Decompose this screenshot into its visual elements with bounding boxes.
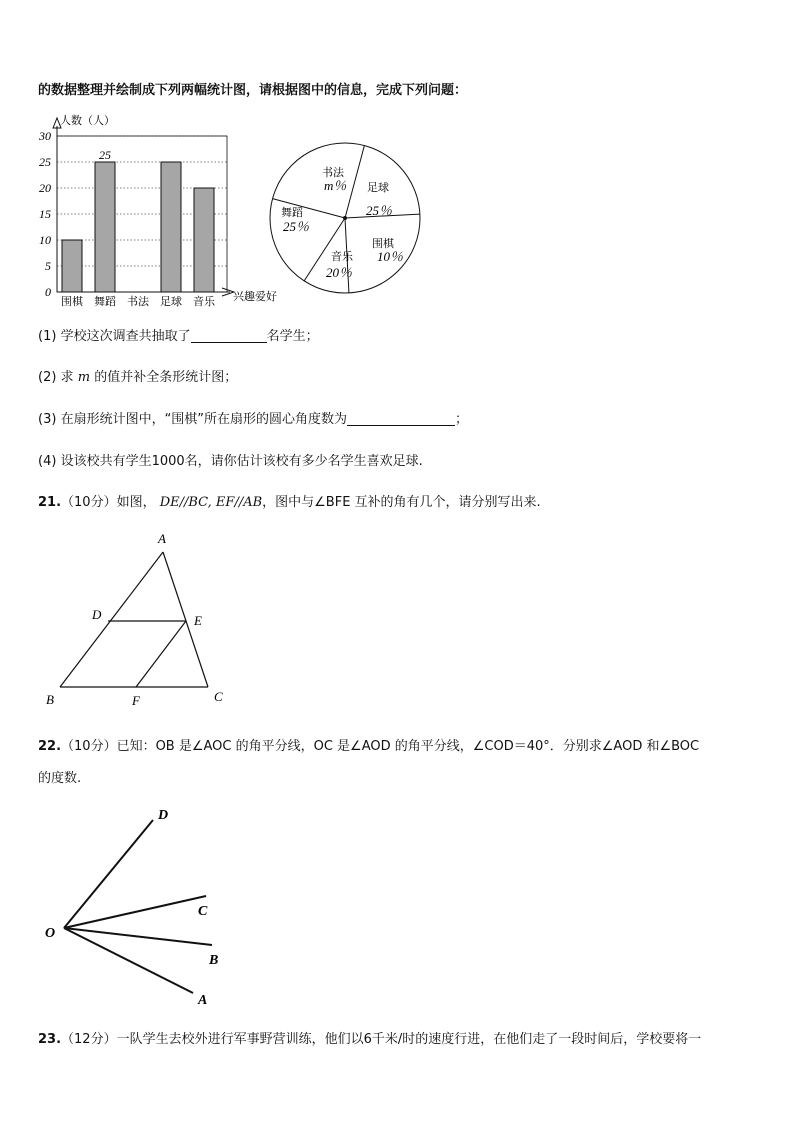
q3-number: (3) xyxy=(38,412,57,427)
pie-label-wudao: 舞蹈 xyxy=(281,206,303,219)
pie-label-shufa: 书法 xyxy=(322,166,344,179)
q2-number: (2) xyxy=(38,370,57,385)
question-23 xyxy=(38,1031,701,1049)
q1-text-b: 名学生； xyxy=(266,329,319,344)
bar-ytick-label: 5 xyxy=(45,259,51,273)
label-F: F xyxy=(132,693,140,708)
segment-EF xyxy=(136,621,186,687)
question-1 xyxy=(38,328,319,346)
q4-number: (4) xyxy=(38,454,57,469)
bar-ytick-label: 10 xyxy=(39,233,51,247)
label-B: B xyxy=(46,692,54,707)
pie-value-shufa: m％ xyxy=(324,178,347,193)
label-D: D xyxy=(158,808,169,823)
bar-xtick-label: 足球 xyxy=(160,295,182,308)
bar-ytick-label: 25 xyxy=(39,155,51,169)
q22-text-2: 的度数. xyxy=(38,771,82,786)
label-D: D xyxy=(92,607,102,622)
label-A: A xyxy=(198,993,208,1008)
q3-text-b: ； xyxy=(455,412,469,427)
bar-0 xyxy=(62,240,82,292)
q2-text-a: 求 xyxy=(60,370,74,385)
bar-ylabel: 人数（人） xyxy=(60,114,115,127)
q1-text-a: 学校这次调查共抽取了 xyxy=(60,329,191,344)
q22-text-1: （10分）已知：OB 是∠AOC 的角平分线，OC 是∠AOD 的角平分线，∠COD＝40°．分别求∠AOD 和∠BOC xyxy=(61,739,700,754)
q2-text-b: 的值并补全条形统计图； xyxy=(94,370,238,385)
bar-data-label: 25 xyxy=(99,148,111,162)
label-E: E xyxy=(194,613,202,628)
q21-number: 21. xyxy=(38,495,62,510)
q21-text: ，图中与∠BFE 互补的角有几个，请分别写出来. xyxy=(262,495,541,510)
bar-4 xyxy=(194,188,214,292)
question-22-line1 xyxy=(38,738,699,756)
pie-label-weiqi: 围棋 xyxy=(372,237,394,250)
bar-ytick-label: 20 xyxy=(39,181,51,195)
label-C: C xyxy=(198,904,208,919)
bar-xtick-label: 音乐 xyxy=(193,295,215,308)
question-21 xyxy=(38,494,541,512)
triangle-diagram xyxy=(40,525,240,715)
pie-label-zuqiu: 足球 xyxy=(367,181,389,194)
q21-score: （10分）如图， xyxy=(61,495,156,510)
bar-ytick-label: 15 xyxy=(39,207,51,221)
q23-text: （12分）一队学生去校外进行军事野营训练，他们以6千米/时的速度行进，在他们走了一段时间后，学校要将一 xyxy=(61,1032,702,1047)
bar-1 xyxy=(95,162,115,292)
bar-3 xyxy=(161,162,181,292)
bar-xtick-label: 舞蹈 xyxy=(94,295,116,308)
q21-condition: DE//BC, EF//AB xyxy=(159,495,263,510)
question-4 xyxy=(38,453,423,471)
q1-answer-blank[interactable] xyxy=(191,328,267,343)
intro-text: 的数据整理并绘制成下列两幅统计图，请根据图中的信息，完成下列问题： xyxy=(38,83,468,98)
q23-number: 23. xyxy=(38,1032,62,1047)
q3-text-a: 在扇形统计图中，“围棋”所在扇形的圆心角度数为 xyxy=(60,412,348,427)
pie-value-zuqiu: 25％ xyxy=(366,203,393,218)
pie-slice-boundary xyxy=(345,146,364,218)
question-22-line2 xyxy=(38,770,81,788)
bar-xlabel: 兴趣爱好 xyxy=(233,290,277,303)
question-3 xyxy=(38,411,468,429)
segment-AB xyxy=(60,552,163,687)
bar-ytick-label: 30 xyxy=(39,129,51,143)
q22-number: 22. xyxy=(38,739,62,754)
q3-answer-blank[interactable] xyxy=(347,411,455,426)
pie-label-yinyue: 音乐 xyxy=(331,250,353,263)
pie-value-yinyue: 20％ xyxy=(326,265,353,280)
question-2 xyxy=(38,369,237,387)
pie-value-weiqi: 10％ xyxy=(377,249,404,264)
bar-xtick-label: 书法 xyxy=(127,295,149,308)
label-B: B xyxy=(209,953,219,968)
bar-ytick-label: 0 xyxy=(45,285,51,299)
q4-text: 设该校共有学生1000名，请你估计该校有多少名学生喜欢足球. xyxy=(60,454,423,469)
label-O: O xyxy=(45,926,56,941)
pie-center-dot xyxy=(343,216,347,220)
bar-xtick-label: 围棋 xyxy=(61,295,83,308)
pie-value-wudao: 25％ xyxy=(283,219,310,234)
ray-OA xyxy=(64,928,193,993)
q2-variable: m xyxy=(77,370,91,385)
ray-OB xyxy=(64,928,212,945)
pie-chart xyxy=(265,140,425,300)
q1-number: (1) xyxy=(38,329,57,344)
label-A: A xyxy=(158,531,166,546)
rays-diagram xyxy=(40,800,240,1010)
label-C: C xyxy=(214,689,223,704)
bar-chart xyxy=(30,110,290,310)
